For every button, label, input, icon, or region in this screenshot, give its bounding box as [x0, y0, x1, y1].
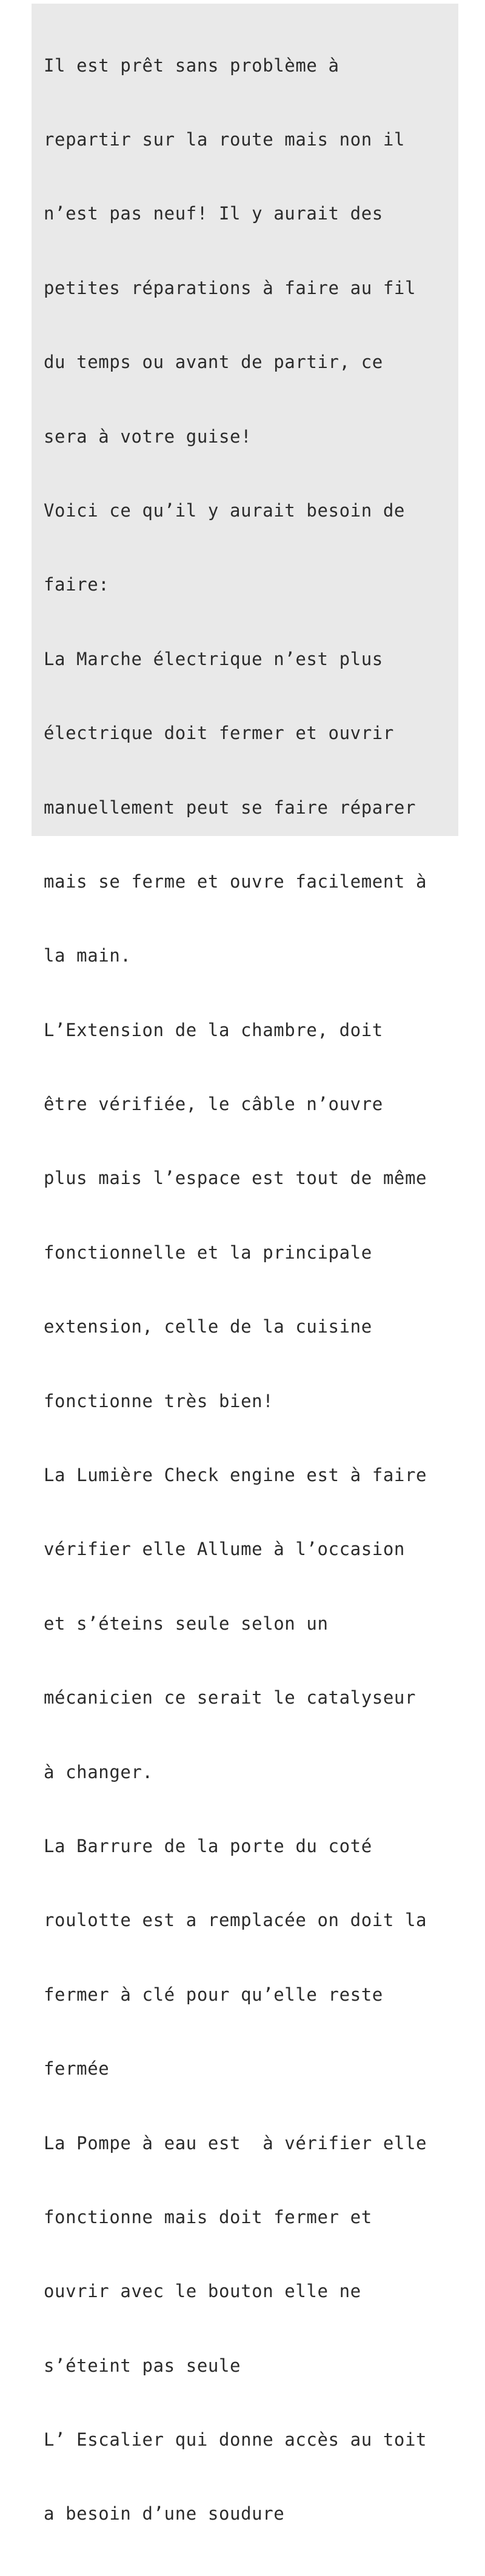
message-line: fonctionne très bien!	[44, 1390, 274, 1411]
message-line: la main.	[44, 945, 132, 966]
message-line: fermée	[44, 2058, 110, 2079]
message-line: La Marche électrique n’est plus	[44, 648, 383, 669]
message-line: vérifier elle Allume à l’occasion	[44, 1539, 405, 1560]
message-line: La Pompe à eau est à vérifier elle	[44, 2132, 427, 2153]
message-line: mais se ferme et ouvre facilement à	[44, 871, 427, 892]
message-line: extension, celle de la cuisine	[44, 1316, 372, 1337]
message-line: fonctionnelle et la principale	[44, 1242, 372, 1263]
message-line: plus mais l’espace est tout de même	[44, 1168, 427, 1189]
message-line: sera à votre guise!	[44, 426, 252, 447]
message-line: La Barrure de la porte du coté	[44, 1835, 372, 1856]
message-line: électrique doit fermer et ouvrir	[44, 723, 394, 744]
message-line: du temps ou avant de partir, ce	[44, 352, 383, 373]
message-line: roulotte est a remplacée on doit la	[44, 1910, 427, 1931]
message-text[interactable]	[44, 4, 458, 2576]
message-line: être vérifiée, le câble n’ouvre	[44, 1094, 383, 1115]
message-line: mécanicien ce serait le catalyseur	[44, 1687, 416, 1708]
message-line: n’est pas neuf! Il y aurait des	[44, 203, 383, 224]
message-line: Il est prêt sans problème à	[44, 55, 340, 76]
message-line: manuellement peut se faire réparer	[44, 797, 416, 818]
message-line: a besoin d’une soudure	[44, 2503, 285, 2524]
message-line: La Lumière Check engine est à faire	[44, 1465, 427, 1486]
message-panel	[32, 4, 458, 2524]
message-line: Voici ce qu’il y aurait besoin de	[44, 500, 405, 521]
message-line: à changer.	[44, 1761, 153, 1782]
message-line: fonctionne mais doit fermer et	[44, 2206, 372, 2227]
message-line: L’ Escalier qui donne accès au toit	[44, 2429, 427, 2451]
message-line: faire:	[44, 574, 110, 595]
message-line: repartir sur la route mais non il	[44, 129, 405, 150]
message-line: s’éteint pas seule	[44, 2355, 241, 2376]
message-line: fermer à clé pour qu’elle reste	[44, 1984, 383, 2005]
message-line: ouvrir avec le bouton elle ne	[44, 2281, 361, 2302]
message-line: L’Extension de la chambre, doit	[44, 1019, 383, 1040]
message-line: et s’éteins seule selon un	[44, 1613, 329, 1634]
message-line: petites réparations à faire au fil	[44, 277, 416, 298]
